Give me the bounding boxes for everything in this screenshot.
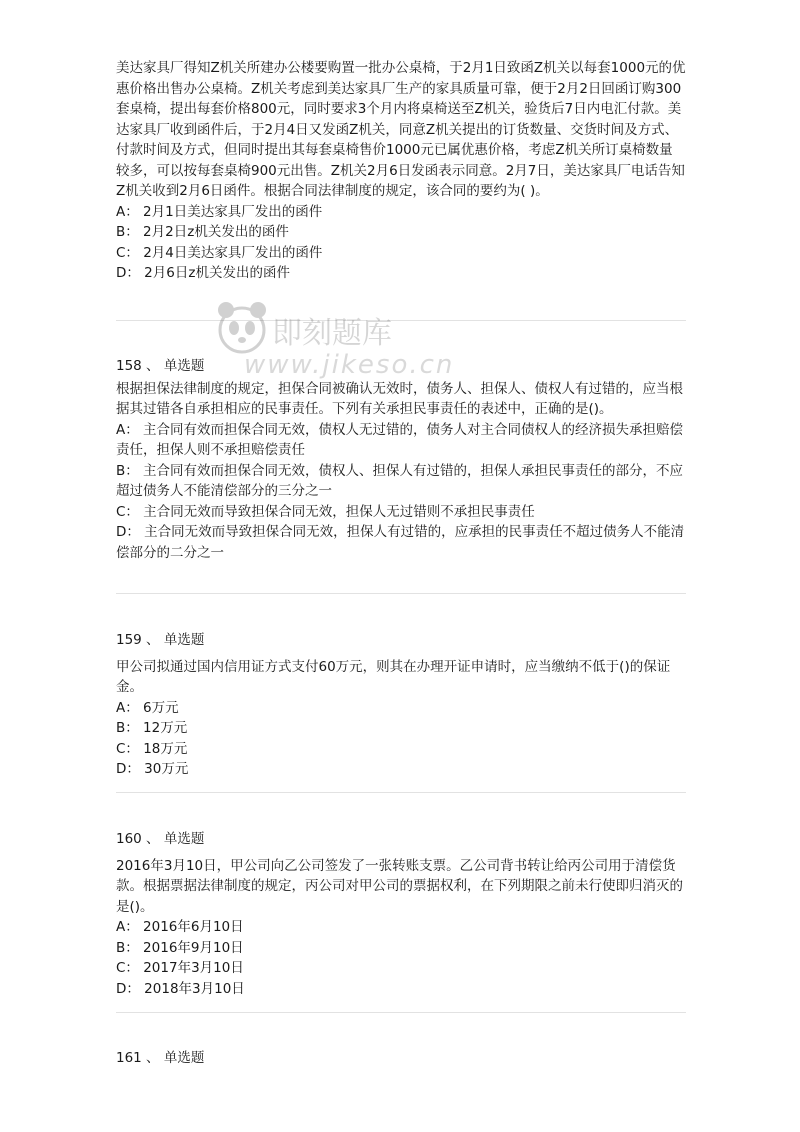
question-stem: 美达家具厂得知Z机关所建办公楼要购置一批办公桌椅，于2月1日致函Z机关以每套1000元的优惠价格出售办公桌椅。Z机关考虑到美达家具厂生产的家具质量可靠，便于2月2日回函订购300套桌椅，提出每套价格800元，同时要求3个月内将桌椅送至Z机关，验货后7日内电汇付款。美达家具厂收到函件后，于2月4日又发函Z机关，同意Z机关提出的订货数量、交货时间及方式、付款时间及方式，但同时提出其每套桌椅售价1000元已属优惠价格，考虑Z机关所订桌椅数量较多，可以按每套桌椅900元出售。Z机关2月6日发函表示同意。2月7日，美达家具厂电话告知Z机关收到2月6日函件。根据合同法律制度的规定，该合同的要约为( )。 [116,60,686,199]
option-c: C： 2月4日美达家具厂发出的函件 [116,244,323,261]
question-159 [116,630,686,780]
question-stem: 根据担保法律制度的规定，担保合同被确认无效时，债务人、担保人、债权人有过错的，应当根据其过错各自承担相应的民事责任。下列有关承担民事责任的表述中，正确的是()。 [116,380,683,417]
option-b: B： 2016年9月10日 [116,939,244,956]
question-158 [116,356,686,563]
question-header: 160 、 单选题 [116,831,205,847]
question-header: 161 、 单选题 [116,1050,205,1066]
question-stem: 2016年3月10日，甲公司向乙公司签发了一张转账支票。乙公司背书转让给丙公司用于清偿货款。根据票据法律制度的规定，丙公司对甲公司的票据权利，在下列期限之前未行使即归消灭的是()。 [116,857,683,915]
option-c: C： 2017年3月10日 [116,960,244,976]
divider [116,792,686,793]
divider [116,1012,686,1013]
question-161 [116,1048,686,1071]
option-b: B： 2月2日z机关发出的函件 [116,224,289,240]
question-header: 159 、 单选题 [116,632,205,648]
watermark-brand: 即刻题库 [272,316,392,351]
divider [116,320,686,321]
option-a: A： 主合同有效而担保合同无效，债权人无过错的，债务人对主合同债权人的经济损失承担赔偿责任，担保人则不承担赔偿责任 [116,421,684,458]
option-d: D： 2月6日z机关发出的函件 [116,265,290,281]
question-160 [116,829,686,999]
question-stem: 甲公司拟通过国内信用证方式支付60万元，则其在办理开证申请时，应当缴纳不低于()的保证金。 [116,658,671,695]
watermark-url: www.jikeso.cn [244,350,455,380]
panda-logo-icon [214,298,270,358]
question-157 [116,58,686,284]
option-c: C： 主合同无效而导致担保合同无效，担保人无过错则不承担民事责任 [116,503,535,520]
option-a: A： 2016年6月10日 [116,919,244,935]
option-c: C： 18万元 [116,740,188,757]
option-a: A： 6万元 [116,699,179,716]
option-a: A： 2月1日美达家具厂发出的函件 [116,203,323,220]
option-b: B： 12万元 [116,720,188,736]
option-d: D： 2018年3月10日 [116,980,245,997]
option-d: D： 主合同无效而导致担保合同无效，担保人有过错的，应承担的民事责任不超过债务人不能清偿部分的二分之一 [116,524,685,561]
option-b: B： 主合同有效而担保合同无效，债权人、担保人有过错的，担保人承担民事责任的部分，不应超过债务人不能清偿部分的三分之一 [116,462,684,499]
question-header: 158 、 单选题 [116,358,205,374]
divider [116,593,686,594]
option-d: D： 30万元 [116,761,189,777]
